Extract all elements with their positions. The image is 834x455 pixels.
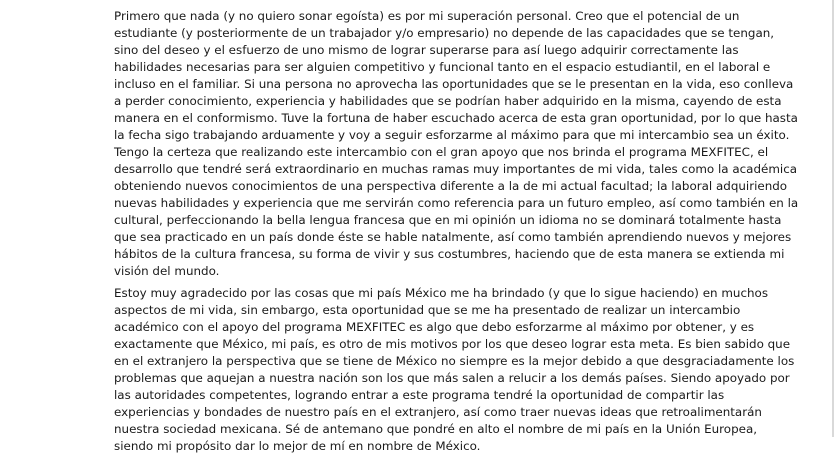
- text-line: problemas que aquejan a nuestra nación son los que más salen a relucir a los demás países. Siendo apoyado por: [114, 371, 790, 385]
- text-line: estudiante (y posteriormente de un trabajador y/o empresario) no depende de las capacidades que se tengan,: [114, 26, 775, 40]
- text-line: habilidades necesarias para ser alguien competitivo y funcional tanto en el espacio estudiantil, en el laboral e: [114, 60, 771, 74]
- text-line: nuestra sociedad mexicana. Sé de antemano que pondré en alto el nombre de mi país en la Unión Europea,: [114, 422, 758, 436]
- text-line: Tengo la certeza que realizando este intercambio con el gran apoyo que nos brinda el programa MEXFITEC, el: [114, 145, 769, 159]
- text-line: incluso en el familiar. Si una persona no aprovecha las oportunidades que se le presentan en la vida, eso conlleva: [114, 77, 794, 91]
- text-line: en el extranjero la perspectiva que se tiene de México no siempre es la mejor debido a que desgraciadamente los: [114, 354, 795, 368]
- text-line: a perder conocimiento, experiencia y habilidades que se podrían haber adquirido en la misma, cayendo de esta: [114, 94, 782, 108]
- text-line: las autoridades competentes, logrando entrar a este programa tendré la oportunidad de compartir las: [114, 388, 725, 402]
- text-line: que sea practicado en un país donde éste se hable natalmente, así como también aprendiendo nuevos y mejores: [114, 230, 792, 244]
- paragraph-motivation-personal: [114, 8, 826, 280]
- paragraph-motivation-country: [114, 285, 826, 455]
- text-line: Estoy muy agradecido por las cosas que mi país México me ha brindado (y que lo sigue haciendo) en muchos: [114, 286, 769, 300]
- text-line: obteniendo nuevos conocimientos de una perspectiva diferente a la de mi actual facultad; la laboral adquiriendo: [114, 179, 788, 193]
- text-line: siendo mi propósito dar lo mejor de mí en nombre de México.: [114, 439, 481, 453]
- text-line: desarrollo que tendré será extraordinario en muchas ramas muy importantes de mi vida, tales como la académica: [114, 162, 798, 176]
- text-line: hábitos de la cultura francesa, su forma de vivir y sus costumbres, haciendo que de esta manera se extienda mi: [114, 247, 785, 261]
- text-line: manera en el conformismo. Tuve la fortuna de haber escuchado acerca de esta gran oportunidad, por lo que hasta: [114, 111, 798, 125]
- text-line: académico con el apoyo del programa MEXFITEC es algo que debo esforzarme al máximo por obtener, y es: [114, 320, 755, 334]
- text-line: la fecha sigo trabajando arduamente y voy a seguir esforzarme al máximo para que mi intercambio sea un éxito.: [114, 128, 790, 142]
- text-line: nuevas habilidades y experiencia que me servirán como referencia para un futuro empleo, así como también en la: [114, 196, 799, 210]
- text-line: aspectos de mi vida, sin embargo, esta oportunidad que se me ha presentado de realizar un intercambio: [114, 303, 741, 317]
- text-line: Primero que nada (y no quiero sonar egoísta) es por mi superación personal. Creo que el potencial de un: [114, 9, 740, 23]
- text-line: sino del deseo y el esfuerzo de uno mismo de lograr superarse para así luego adquirir correctamente las: [114, 43, 739, 57]
- text-line: experiencias y bondades de nuestro país en el extranjero, así como traer nuevas ideas que retroalimentarán: [114, 405, 762, 419]
- text-line: cultural, perfeccionando la bella lengua francesa que en mi opinión un idioma no se dominará totalmente hasta: [114, 213, 782, 227]
- text-line: exactamente que México, mi país, es otro de mis motivos por los que deseo lograr esta meta. Es bien sabido que: [114, 337, 791, 351]
- text-line: visión del mundo.: [114, 264, 220, 278]
